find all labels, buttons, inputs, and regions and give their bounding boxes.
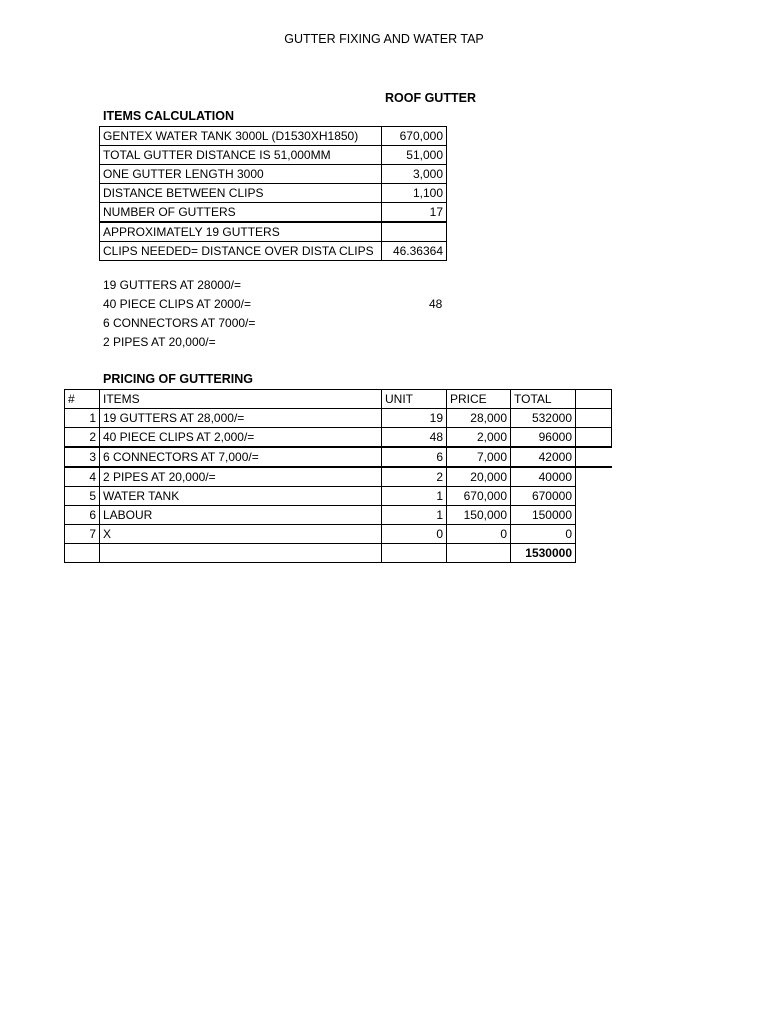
clips-count: 48 — [429, 297, 443, 311]
calc-row — [100, 184, 447, 203]
calc-label: GENTEX WATER TANK 3000L (D1530XH1850) — [100, 127, 382, 146]
row-index: 3 — [65, 447, 100, 467]
total-row-index — [65, 544, 100, 563]
row-item: X — [100, 525, 382, 544]
row-unit: 2 — [382, 467, 447, 487]
pricing-row — [65, 428, 612, 448]
row-total: 532000 — [511, 409, 576, 428]
calc-row — [100, 165, 447, 184]
row-extra — [576, 487, 612, 506]
header-empty — [576, 390, 612, 409]
row-price: 2,000 — [447, 428, 511, 448]
calc-label: NUMBER OF GUTTERS — [100, 203, 382, 223]
document-title: GUTTER FIXING AND WATER TAP — [284, 32, 484, 46]
row-price: 20,000 — [447, 467, 511, 487]
row-item: LABOUR — [100, 506, 382, 525]
row-item: WATER TANK — [100, 487, 382, 506]
row-price: 7,000 — [447, 447, 511, 467]
row-index: 4 — [65, 467, 100, 487]
pricing-total-row — [65, 544, 612, 563]
calc-value: 17 — [382, 203, 447, 223]
calc-label: APPROXIMATELY 19 GUTTERS — [100, 222, 382, 242]
row-total: 670000 — [511, 487, 576, 506]
total-row-price — [447, 544, 511, 563]
header-items: ITEMS — [100, 390, 382, 409]
calc-value: 3,000 — [382, 165, 447, 184]
calc-label: DISTANCE BETWEEN CLIPS — [100, 184, 382, 203]
row-total: 40000 — [511, 467, 576, 487]
calc-row — [100, 127, 447, 146]
row-index: 5 — [65, 487, 100, 506]
header-price: PRICE — [447, 390, 511, 409]
calc-row — [100, 146, 447, 165]
row-item: 2 PIPES AT 20,000/= — [100, 467, 382, 487]
row-total: 42000 — [511, 447, 576, 467]
row-extra — [576, 409, 612, 428]
row-price: 150,000 — [447, 506, 511, 525]
calc-value: 51,000 — [382, 146, 447, 165]
pricing-heading: PRICING OF GUTTERING — [103, 372, 253, 386]
row-total: 0 — [511, 525, 576, 544]
calc-row — [100, 222, 447, 242]
pricing-row — [65, 506, 612, 525]
row-price: 670,000 — [447, 487, 511, 506]
summary-line: 2 PIPES AT 20,000/= — [103, 335, 216, 349]
pricing-row — [65, 409, 612, 428]
calc-label: ONE GUTTER LENGTH 3000 — [100, 165, 382, 184]
header-total: TOTAL — [511, 390, 576, 409]
row-unit: 0 — [382, 525, 447, 544]
row-index: 2 — [65, 428, 100, 448]
row-item: 40 PIECE CLIPS AT 2,000/= — [100, 428, 382, 448]
pricing-header-row — [65, 390, 612, 409]
summary-line: 40 PIECE CLIPS AT 2000/= — [103, 297, 251, 311]
row-unit: 48 — [382, 428, 447, 448]
section-subtitle: ROOF GUTTER — [385, 91, 476, 105]
summary-line: 6 CONNECTORS AT 7000/= — [103, 316, 256, 330]
calc-label: CLIPS NEEDED= DISTANCE OVER DISTA CLIPS — [100, 242, 382, 261]
row-extra — [576, 447, 612, 467]
calc-label: TOTAL GUTTER DISTANCE IS 51,000MM — [100, 146, 382, 165]
row-unit: 1 — [382, 487, 447, 506]
row-extra — [576, 506, 612, 525]
pricing-row — [65, 525, 612, 544]
pricing-table — [64, 389, 612, 563]
calc-row — [100, 203, 447, 223]
total-row-item — [100, 544, 382, 563]
header-unit: UNIT — [382, 390, 447, 409]
row-price: 0 — [447, 525, 511, 544]
calc-heading: ITEMS CALCULATION — [103, 109, 235, 123]
row-index: 1 — [65, 409, 100, 428]
calc-row — [100, 242, 447, 261]
row-extra — [576, 428, 612, 448]
row-unit: 6 — [382, 447, 447, 467]
calc-value: 670,000 — [382, 127, 447, 146]
row-total: 96000 — [511, 428, 576, 448]
summary-line: 19 GUTTERS AT 28000/= — [103, 278, 241, 292]
total-row-unit — [382, 544, 447, 563]
pricing-row — [65, 447, 612, 467]
row-extra — [576, 525, 612, 544]
grand-total: 1530000 — [511, 544, 576, 563]
row-item: 6 CONNECTORS AT 7,000/= — [100, 447, 382, 467]
row-total: 150000 — [511, 506, 576, 525]
total-row-extra — [576, 544, 612, 563]
items-calculation-table — [99, 126, 447, 261]
row-extra — [576, 467, 612, 487]
row-price: 28,000 — [447, 409, 511, 428]
row-index: 7 — [65, 525, 100, 544]
pricing-row — [65, 467, 612, 487]
calc-value: 1,100 — [382, 184, 447, 203]
row-unit: 19 — [382, 409, 447, 428]
row-unit: 1 — [382, 506, 447, 525]
calc-value: 46.36364 — [382, 242, 447, 261]
header-index: # — [65, 390, 100, 409]
pricing-row — [65, 487, 612, 506]
row-index: 6 — [65, 506, 100, 525]
calc-value — [382, 222, 447, 242]
row-item: 19 GUTTERS AT 28,000/= — [100, 409, 382, 428]
